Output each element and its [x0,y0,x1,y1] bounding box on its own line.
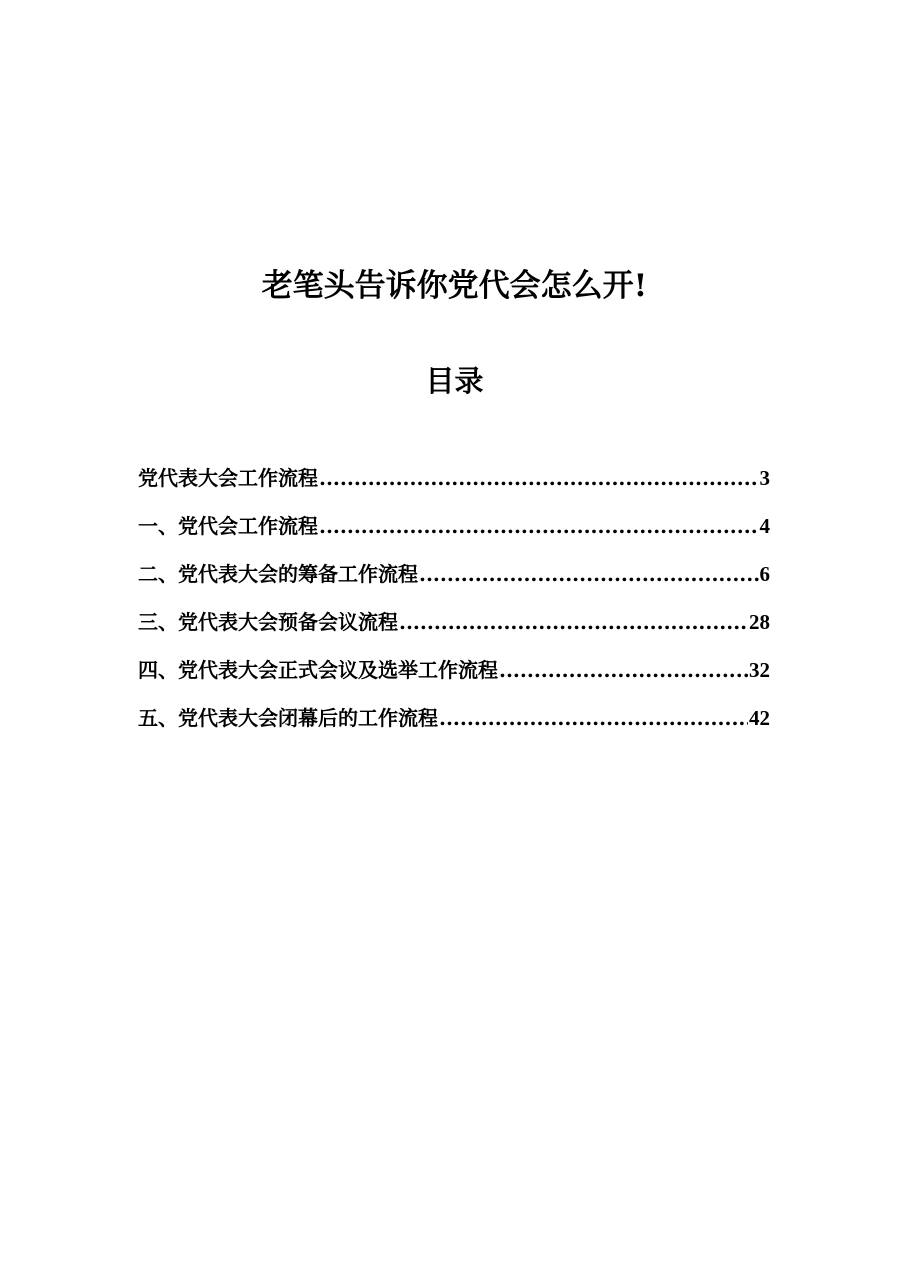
toc-dot-leader [499,646,748,694]
toc-page-number: 42 [749,706,770,730]
toc-page-number: 6 [759,562,770,586]
toc-page-number: 28 [749,610,770,634]
toc-entry-text: 一、党代会工作流程 [138,514,318,538]
toc-entry[interactable] [138,694,770,742]
toc-entry-text: 四、党代表大会正式会议及选举工作流程 [138,658,498,682]
toc-entry-text: 五、党代表大会闭幕后的工作流程 [138,706,438,730]
toc-dot-leader [319,454,759,502]
toc-entry[interactable] [138,598,770,646]
toc-page-number: 3 [759,466,770,490]
toc-entry[interactable] [138,502,770,550]
document-title: 老笔头告诉你党代会怎么开! [261,268,648,304]
toc-page-number: 4 [759,514,770,538]
table-of-contents [138,454,770,742]
toc-dot-leader [399,598,748,646]
toc-page-number: 32 [749,658,770,682]
toc-heading: 目录 [425,364,484,398]
toc-entry-text: 二、党代表大会的筹备工作流程 [138,562,418,586]
toc-entry-text: 三、党代表大会预备会议流程 [138,610,398,634]
toc-entry[interactable] [138,454,770,502]
toc-dot-leader [419,550,759,598]
toc-dot-leader [439,694,748,742]
toc-entry-text: 党代表大会工作流程 [138,466,318,490]
toc-entry[interactable] [138,550,770,598]
toc-dot-leader [319,502,759,550]
toc-entry[interactable] [138,646,770,694]
